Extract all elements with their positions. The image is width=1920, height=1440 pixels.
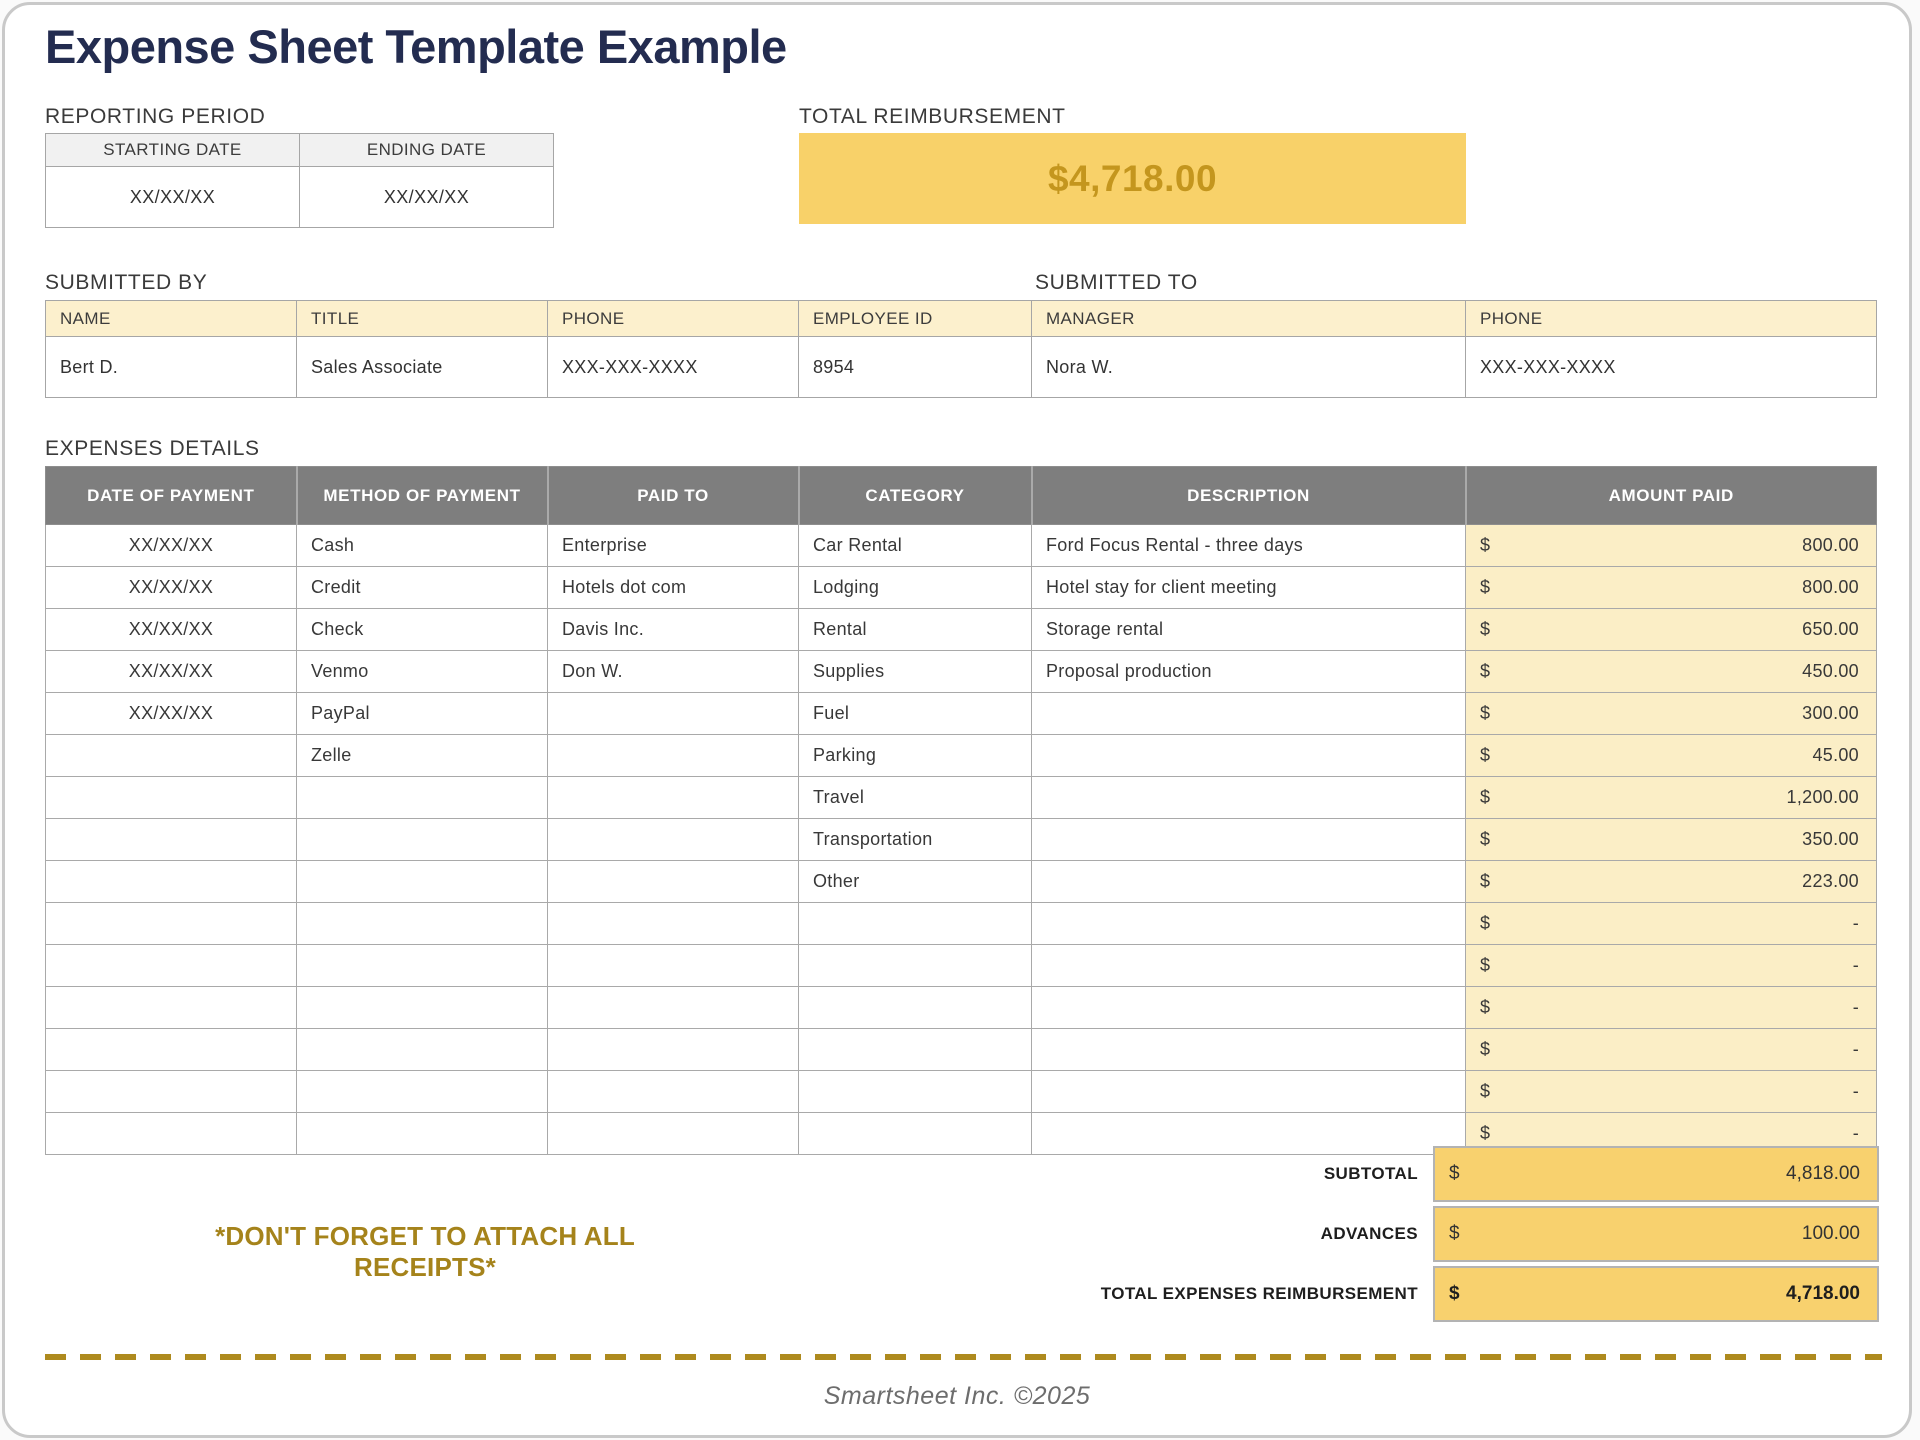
advances-label: ADVANCES [1320,1224,1418,1243]
paid-to-cell[interactable]: Davis Inc. [548,609,799,651]
currency-symbol: $ [1480,1081,1491,1101]
description-cell[interactable] [1032,777,1466,819]
expense-row [46,567,1877,609]
amount-value: - [1852,955,1859,975]
amount-value: - [1852,1039,1859,1059]
expense-sheet-page [2,2,1912,1438]
total-reimbursement-label: TOTAL REIMBURSEMENT [799,105,1066,128]
amount-value: - [1852,1081,1859,1101]
method-of-payment-cell[interactable]: PayPal [297,693,548,735]
expense-row [46,525,1877,567]
currency-symbol: $ [1480,745,1491,765]
amount-value: 300.00 [1802,703,1859,723]
employee-id-cell[interactable]: 8954 [799,337,1032,398]
paid-to-cell[interactable] [548,819,799,861]
subtotal-amount: 4,818.00 [1786,1163,1860,1184]
amount-value: 800.00 [1802,535,1859,555]
name-header: NAME [46,301,297,337]
expense-row [46,1071,1877,1113]
paid-to-cell[interactable] [548,1071,799,1113]
reporting-period-table [45,133,554,228]
currency-symbol: $ [1480,661,1491,681]
amount-value: - [1852,913,1859,933]
category-header: CATEGORY [799,467,1032,525]
amount-value: 450.00 [1802,661,1859,681]
category-cell[interactable]: Rental [799,609,1032,651]
amount-value: - [1852,1123,1859,1143]
category-cell[interactable]: Transportation [799,819,1032,861]
footer-credit: Smartsheet Inc. ©2025 [823,1382,1091,1410]
date-of-payment-cell[interactable]: XX/XX/XX [46,693,297,735]
method-of-payment-cell[interactable]: Credit [297,567,548,609]
amount-paid-cell[interactable] [1466,735,1877,777]
method-of-payment-cell[interactable]: Check [297,609,548,651]
category-cell[interactable] [799,1071,1032,1113]
method-of-payment-cell[interactable] [297,1029,548,1071]
ending-date-cell[interactable]: XX/XX/XX [300,167,554,228]
description-cell[interactable] [1032,693,1466,735]
manager-cell[interactable]: Nora W. [1032,337,1466,398]
amount-value: 800.00 [1802,577,1859,597]
manager-phone-header: PHONE [1466,301,1877,337]
category-cell[interactable]: Fuel [799,693,1032,735]
currency-symbol: $ [1480,871,1491,891]
description-cell[interactable] [1032,945,1466,987]
paid-to-cell[interactable] [548,903,799,945]
amount-paid-header: AMOUNT PAID [1466,467,1877,525]
date-of-payment-cell[interactable] [46,735,297,777]
currency-symbol: $ [1449,1163,1460,1184]
amount-paid-cell[interactable] [1466,567,1877,609]
paid-to-cell[interactable] [548,861,799,903]
dashed-divider [45,1354,1882,1360]
amount-paid-cell[interactable] [1466,651,1877,693]
description-cell[interactable] [1032,1071,1466,1113]
amount-paid-cell[interactable] [1466,819,1877,861]
category-cell[interactable]: Other [799,861,1032,903]
description-cell[interactable] [1032,987,1466,1029]
description-cell[interactable]: Proposal production [1032,651,1466,693]
amount-paid-cell[interactable] [1466,987,1877,1029]
expense-row [46,903,1877,945]
amount-paid-cell[interactable] [1466,525,1877,567]
description-cell[interactable] [1032,903,1466,945]
currency-symbol: $ [1480,535,1491,555]
title-cell[interactable]: Sales Associate [297,337,548,398]
phone-header: PHONE [548,301,799,337]
expense-row [46,945,1877,987]
method-of-payment-header: METHOD OF PAYMENT [297,467,548,525]
expense-row [46,651,1877,693]
expense-row [46,609,1877,651]
paid-to-header: PAID TO [548,467,799,525]
description-cell[interactable] [1032,861,1466,903]
subtotal-row [45,1146,1879,1202]
total-reimbursement-amount: $4,718.00 [1047,157,1218,199]
currency-symbol: $ [1480,955,1491,975]
amount-value: 650.00 [1802,619,1859,639]
expense-row [46,819,1877,861]
category-cell[interactable]: Car Rental [799,525,1032,567]
method-of-payment-cell[interactable] [297,945,548,987]
employee-id-header: EMPLOYEE ID [799,301,1032,337]
method-of-payment-cell[interactable] [297,777,548,819]
expenses-table [45,466,1877,1155]
date-of-payment-cell[interactable]: XX/XX/XX [46,609,297,651]
method-of-payment-cell[interactable]: Zelle [297,735,548,777]
currency-symbol: $ [1480,703,1491,723]
description-cell[interactable] [1032,819,1466,861]
category-cell[interactable]: Supplies [799,651,1032,693]
total-expenses-amount: 4,718.00 [1786,1283,1860,1304]
currency-symbol: $ [1480,1039,1491,1059]
total-expenses-cell [1433,1266,1879,1322]
currency-symbol: $ [1480,997,1491,1017]
date-of-payment-cell[interactable]: XX/XX/XX [46,525,297,567]
method-of-payment-cell[interactable] [297,987,548,1029]
attach-receipts-note: *DON'T FORGET TO ATTACH ALL RECEIPTS* [215,1221,635,1282]
expense-row [46,735,1877,777]
currency-symbol: $ [1449,1223,1460,1244]
page-title: Expense Sheet Template Example [45,20,787,73]
paid-to-cell[interactable]: Hotels dot com [548,567,799,609]
starting-date-header: STARTING DATE [46,134,300,167]
method-of-payment-cell[interactable]: Cash [297,525,548,567]
paid-to-cell[interactable] [548,987,799,1029]
category-cell[interactable] [799,987,1032,1029]
description-cell[interactable]: Storage rental [1032,609,1466,651]
expenses-details-label: EXPENSES DETAILS [45,437,260,460]
amount-value: 223.00 [1802,871,1859,891]
amount-paid-cell[interactable] [1466,693,1877,735]
total-expenses-label: TOTAL EXPENSES REIMBURSEMENT [1100,1284,1418,1303]
total-reimbursement-box [799,133,1466,224]
category-cell[interactable] [799,903,1032,945]
submitted-to-label: SUBMITTED TO [1035,271,1198,294]
description-cell[interactable]: Hotel stay for client meeting [1032,567,1466,609]
paid-to-cell[interactable]: Don W. [548,651,799,693]
manager-header: MANAGER [1032,301,1466,337]
amount-paid-cell[interactable] [1466,945,1877,987]
expense-row [46,861,1877,903]
date-of-payment-cell[interactable] [46,945,297,987]
amount-paid-cell[interactable] [1466,861,1877,903]
currency-symbol: $ [1480,829,1491,849]
expense-row [46,777,1877,819]
date-of-payment-cell[interactable] [46,1029,297,1071]
expense-row [46,1029,1877,1071]
currency-symbol: $ [1480,619,1491,639]
category-cell[interactable]: Lodging [799,567,1032,609]
amount-value: - [1852,997,1859,1017]
expenses-header-row [46,467,1877,525]
date-of-payment-cell[interactable] [46,987,297,1029]
paid-to-cell[interactable] [548,735,799,777]
subtotal-label: SUBTOTAL [1323,1164,1418,1183]
date-of-payment-cell[interactable] [46,861,297,903]
phone-cell[interactable]: XXX-XXX-XXXX [548,337,799,398]
currency-symbol: $ [1480,913,1491,933]
paid-to-cell[interactable] [548,777,799,819]
name-cell[interactable]: Bert D. [46,337,297,398]
amount-paid-cell[interactable] [1466,903,1877,945]
method-of-payment-cell[interactable] [297,819,548,861]
submitted-table [45,300,1877,398]
method-of-payment-cell[interactable]: Venmo [297,651,548,693]
subtotal-cell [1433,1146,1879,1202]
title-header: TITLE [297,301,548,337]
method-of-payment-cell[interactable] [297,861,548,903]
currency-symbol: $ [1449,1283,1460,1304]
description-cell[interactable] [1032,1029,1466,1071]
date-of-payment-cell[interactable] [46,777,297,819]
category-cell[interactable]: Travel [799,777,1032,819]
amount-paid-cell[interactable] [1466,609,1877,651]
currency-symbol: $ [1480,787,1491,807]
date-of-payment-cell[interactable]: XX/XX/XX [46,567,297,609]
category-cell[interactable]: Parking [799,735,1032,777]
paid-to-cell[interactable] [548,693,799,735]
date-of-payment-header: DATE OF PAYMENT [46,467,297,525]
date-of-payment-cell[interactable]: XX/XX/XX [46,651,297,693]
advances-cell[interactable] [1433,1206,1879,1262]
reporting-period-label: REPORTING PERIOD [45,105,266,128]
method-of-payment-cell[interactable] [297,903,548,945]
description-header: DESCRIPTION [1032,467,1466,525]
paid-to-cell[interactable] [548,945,799,987]
description-cell[interactable]: Ford Focus Rental - three days [1032,525,1466,567]
paid-to-cell[interactable]: Enterprise [548,525,799,567]
date-of-payment-cell[interactable] [46,1071,297,1113]
amount-value: 1,200.00 [1786,787,1859,807]
ending-date-header: ENDING DATE [300,134,554,167]
category-cell[interactable] [799,1029,1032,1071]
category-cell[interactable] [799,945,1032,987]
advances-amount: 100.00 [1801,1223,1860,1244]
expense-row [46,693,1877,735]
paid-to-cell[interactable] [548,1029,799,1071]
description-cell[interactable] [1032,735,1466,777]
method-of-payment-cell[interactable] [297,1071,548,1113]
manager-phone-cell[interactable]: XXX-XXX-XXXX [1466,337,1877,398]
currency-symbol: $ [1480,1123,1491,1143]
amount-paid-cell[interactable] [1466,1071,1877,1113]
amount-value: 350.00 [1802,829,1859,849]
expense-row [46,987,1877,1029]
currency-symbol: $ [1480,577,1491,597]
date-of-payment-cell[interactable] [46,819,297,861]
amount-paid-cell[interactable] [1466,1029,1877,1071]
submitted-by-label: SUBMITTED BY [45,271,208,294]
date-of-payment-cell[interactable] [46,903,297,945]
starting-date-cell[interactable]: XX/XX/XX [46,167,300,228]
amount-paid-cell[interactable] [1466,777,1877,819]
amount-value: 45.00 [1812,745,1859,765]
